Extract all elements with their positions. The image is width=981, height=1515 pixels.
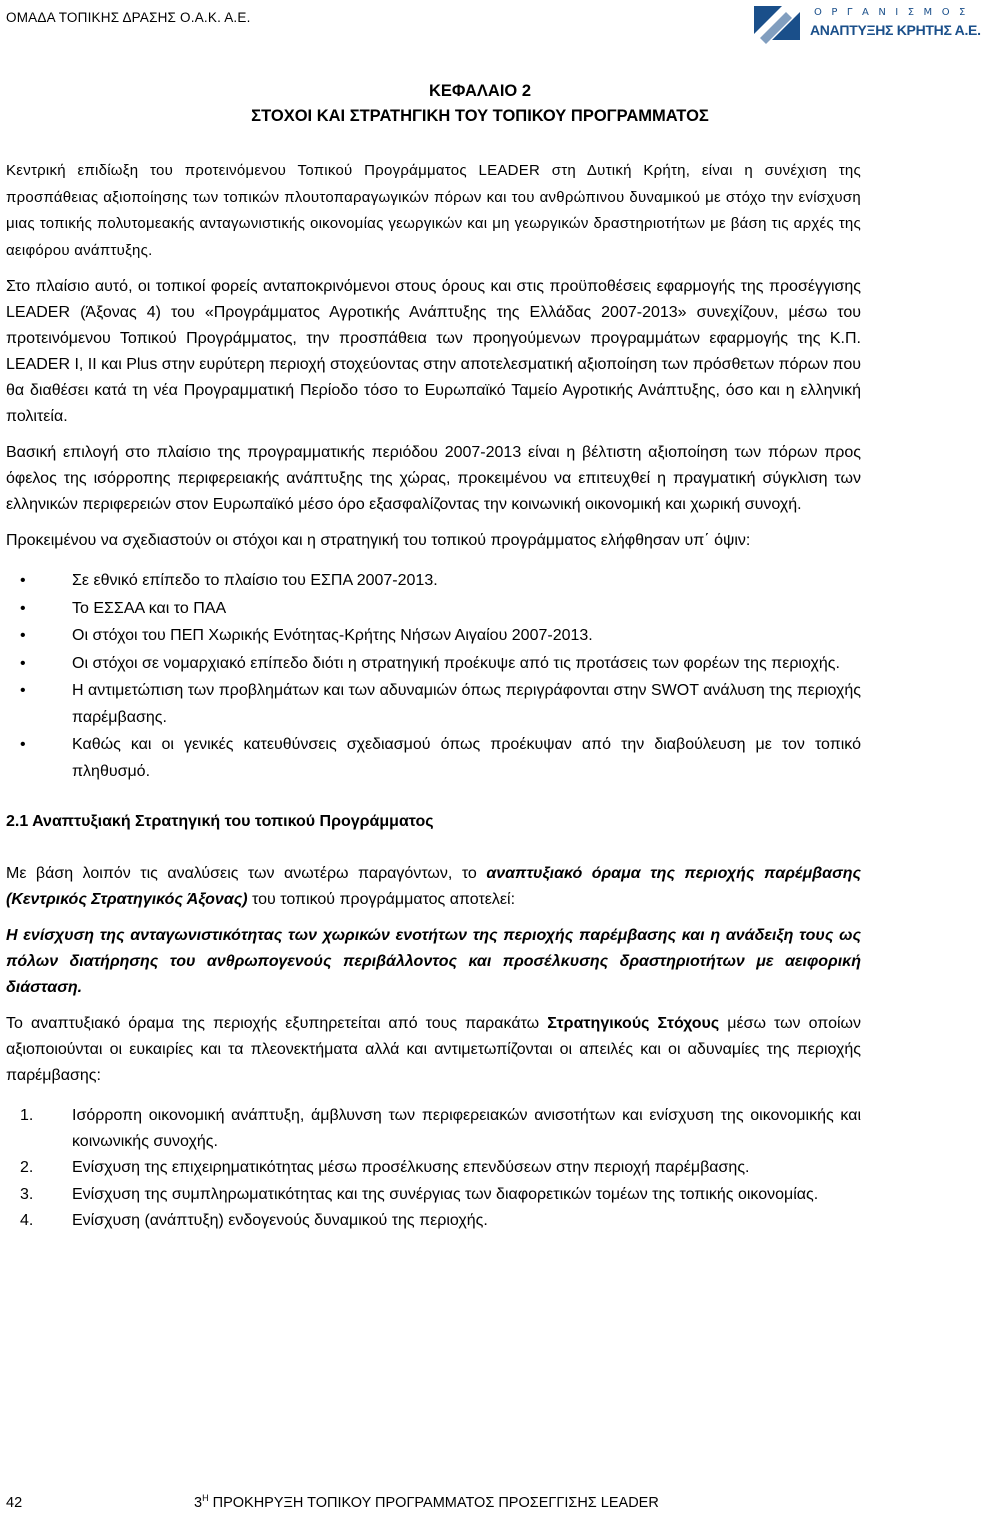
- paragraph-intro: Κεντρική επιδίωξη του προτεινόμενου Τοπικού Προγράμματος LEADER στη Δυτική Κρήτη, είναι η συνέχιση της προσπάθειας αξιοποίησης των τοπικών πλουτοπαραγωγικών πόρων και του ανθρώπινου δυναμικού με στόχο την ενίσχυση μιας τοπικής πολυτομεακής ανταγωνιστικής οικονομίας γεωργικών και μη γεωργικών δραστηριοτήτων με βάση τις αρχές της αειφόρου ανάπτυξης.: [6, 162, 861, 259]
- list-item: • Σε εθνικό επίπεδο το πλαίσιο του ΕΣΠΑ 2007-2013.: [6, 568, 861, 595]
- footer-title: $3^H$ ΠΡΟΚΗΡΥΞΗ ΤΟΠΙΚΟΥ ΠΡΟΓΡΑΜΜΑΤΟΣ ΠΡΟΣΕΓΓΙΣΗΣ LEADER: [194, 1493, 659, 1511]
- strategic-goals-emphasis: Στρατηγικούς Στόχους: [547, 1015, 720, 1032]
- bullet-icon: •: [20, 736, 26, 753]
- bullet-icon: •: [20, 654, 26, 672]
- bullet-icon: •: [20, 627, 26, 644]
- paragraph-considerations: Προκειμένου να σχεδιαστούν οι στόχοι και η στρατηγική του τοπικού προγράμματος ελήφθησαν υπ΄ όψιν:: [6, 532, 751, 549]
- bullet-icon: •: [20, 572, 26, 589]
- bullet-icon: •: [20, 682, 26, 699]
- header-organization: ΟΜΑΔΑ ΤΟΠΙΚΗΣ ΔΡΑΣΗΣ Ο.Α.Κ. Α.Ε.: [6, 10, 251, 25]
- list-item: 3. Ενίσχυση της συμπληρωματικότητας και της συνέργιας των διαφορετικών τομέων της τοπικής οικονομίας.: [20, 1185, 819, 1203]
- list-item: 1. Ισόρροπη οικονομική ανάπτυξη, άμβλυνση των περιφερειακών ανισοτήτων και ενίσχυση της οικονομικής και κοινωνικής συνοχής.: [20, 1107, 861, 1151]
- vision-statement: Η ενίσχυση της ανταγωνιστικότητας των χωρικών ενοτήτων της περιοχής παρέμβασης και η ανάδειξη τους ως πόλων διατήρησης του ανθρωπογενούς περιβάλλοντος και προσέλκυσης δραστηριοτήτων με αειφορική διάσταση.: [6, 927, 861, 996]
- bullet-icon: •: [20, 599, 26, 617]
- chapter-title: ΣΤΟΧΟΙ ΚΑΙ ΣΤΡΑΤΗΓΙΚΗ ΤΟΥ ΤΟΠΙΚΟΥ ΠΡΟΓΡΑΜΜΑΤΟΣ: [251, 107, 709, 125]
- list-item: • Οι στόχοι του ΠΕΠ Χωρικής Ενότητας-Κρήτης Νήσων Αιγαίου 2007-2013.: [6, 623, 861, 650]
- paragraph-context: Στο πλαίσιο αυτό, οι τοπικοί φορείς ανταποκρινόμενοι στους όρους και στις προϋποθέσεις εφαρμογής της προσέγγισης LEADER (Άξονας 4) του «Προγράμματος Αγροτικής Ανάπτυξης της Ελλάδας 2007-2013» συνεχίζουν, μέσω του προτεινόμενου Τοπικού Προγράμματος, την προσπάθεια των προηγούμενων προγραμμάτων εφαρμογής της Κ.Π. LEADER I, II και Plus στην ευρύτερη περιοχή στοχεύοντας στην αποτελεσματική αξιοποίηση των πρόσθετων πόρων που θα διαθέσει κατά τη νέα Προγραμματική Περίοδο τόσο το Ευρωπαϊκό Ταμείο Αγροτικής Ανάπτυξης, όσο και η ελληνική πολιτεία.: [6, 278, 861, 425]
- page-footer: [6, 1493, 659, 1511]
- considerations-list: [6, 568, 861, 785]
- list-item: • Καθώς και οι γενικές κατευθύνσεις σχεδιασμού όπως προέκυψαν από την διαβούλευση με τον τοπικό πληθυσμό.: [6, 732, 861, 785]
- organization-logo: [752, 4, 981, 42]
- logo-emblem-icon: [752, 4, 802, 42]
- logo-bottom-text: ΑΝΑΠΤΥΞΗΣ ΚΡΗΤΗΣ Α.Ε.: [810, 22, 981, 38]
- vision-intro-emphasis: αναπτυξιακό όραμα της περιοχής παρέμβασης (Κεντρικός Στρατηγικός Άξονας): [6, 865, 862, 908]
- section-heading: 2.1 Αναπτυξιακή Στρατηγική του τοπικού Προγράμματος: [6, 813, 434, 830]
- paragraph-vision-intro: Με βάση λοιπόν τις αναλύσεις των ανωτέρω παραγόντων, το αναπτυξιακό όραμα της περιοχής παρέμβασης (Κεντρικός Στρατηγικός Άξονας) του τοπικού προγράμματος αποτελεί:: [6, 865, 862, 908]
- list-item: • Το ΕΣΣΑΑ και το ΠΑΑ: [6, 596, 861, 623]
- page-number: 42: [6, 1494, 23, 1511]
- list-item: • Η αντιμετώπιση των προβλημάτων και των αδυναμιών όπως περιγράφονται στην SWOT ανάλυση της περιοχής παρέμβασης.: [6, 678, 861, 731]
- paragraph-basic-choice: Βασική επιλογή στο πλαίσιο της προγραμματικής περιόδου 2007-2013 είναι η βέλτιστη αξιοποίηση των πόρων προς όφελος της ισόρροπης περιφερειακής ανάπτυξης της χώρας, προκειμένου να επιτευχθεί η πραγματική σύγκλιση των ελληνικών περιφερειών στον Ευρωπαϊκό μέσο όρο εξασφαλίζοντας την κοινωνική οικονομική και χωρική συνοχή.: [6, 444, 861, 513]
- chapter-number: ΚΕΦΑΛΑΙΟ 2: [428, 82, 532, 100]
- document-body: [6, 158, 861, 1234]
- list-item: 4. Ενίσχυση (ανάπτυξη) ενδογενούς δυναμικού της περιοχής.: [20, 1211, 488, 1229]
- logo-top-text: ΟΡΓΑΝΙΣΜΟΣ: [814, 7, 975, 18]
- strategic-goals-list: [6, 1103, 861, 1234]
- list-item: • Οι στόχοι σε νομαρχιακό επίπεδο διότι η στρατηγική προέκυψε από τις προτάσεις των φορέων της περιοχής.: [6, 651, 861, 678]
- list-item: 2. Ενίσχυση της επιχειρηματικότητας μέσω προσέλκυσης επενδύσεων στην περιοχή παρέμβασης.: [20, 1159, 750, 1177]
- paragraph-strategic-goals: Το αναπτυξιακό όραμα της περιοχής εξυπηρετείται από τους παρακάτω Στρατηγικούς Στόχους μέσω των οποίων αξιοποιούνται οι ευκαιρίες και τα πλεονεκτήματα αλλά και αντιμετωπίζονται οι απειλές και οι αδυναμίες της περιοχής παρέμβασης:: [6, 1015, 862, 1084]
